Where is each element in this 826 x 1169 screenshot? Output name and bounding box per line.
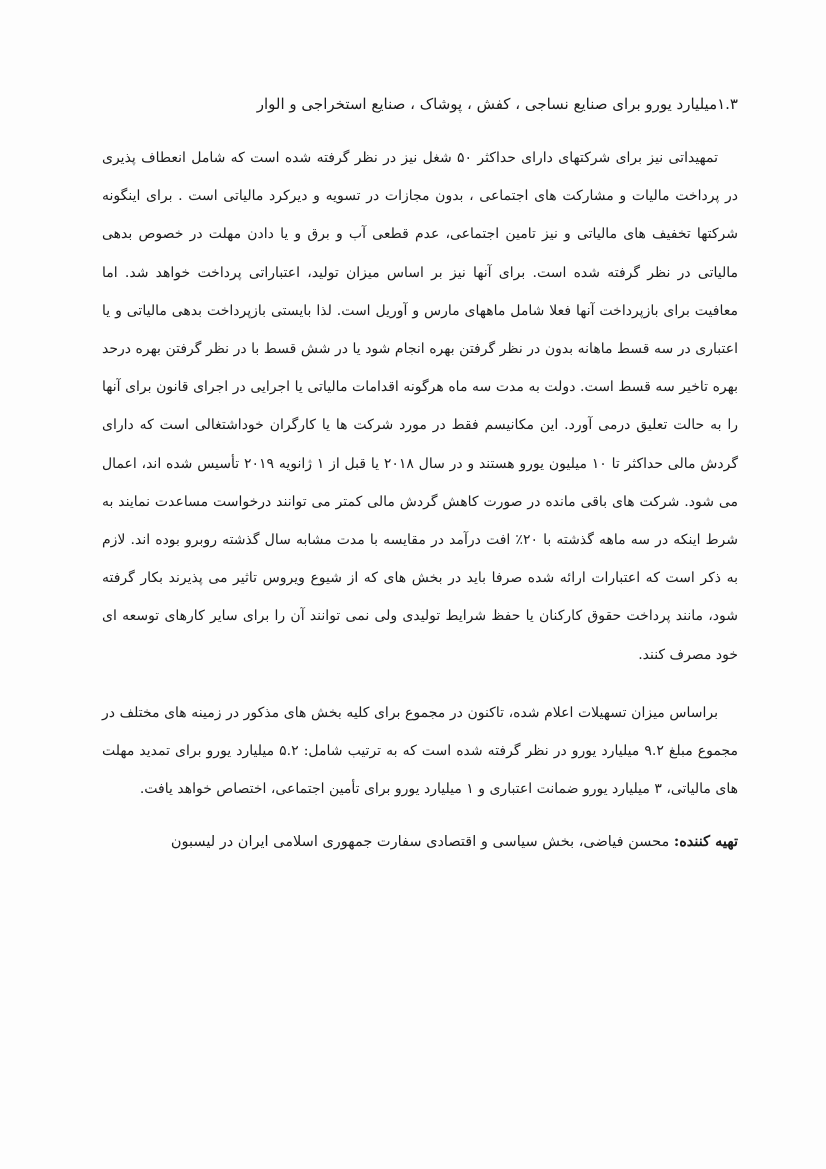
- author-credit-label: تهیه کننده:: [673, 833, 738, 851]
- section-heading: ۱.۳میلیارد یورو برای صنایع نساجی ، کفش ، پوشاک ، صنایع استخراجی و الوار: [256, 95, 738, 113]
- document-body: [102, 92, 738, 854]
- author-credit-text: محسن فیاضی، بخش سیاسی و اقتصادی سفارت جمهوری اسلامی ایران در لیسبون: [170, 834, 674, 851]
- paragraph-tax-measures: تمهیداتی نیز برای شرکتهای دارای حداکثر ۵۰ شغل نیز در نظر گرفته شده است که شامل انعطاف پذیری در پرداخت مالیات و مشارکت های اجتماعی ، بدون مجازات در تسویه و دیرکرد مالیاتی است . برای اینگونه شرکتها تخفیف های مالیاتی و نیز تامین اجتماعی، عدم قطعی آب و برق و یا دادن مهلت در خصوص بدهی مالیاتی در نظر گرفته شده است. برای آنها نیز بر اساس میزان تولید، اعتباراتی پرداخت خواهد شد. اما معافیت برای بازپرداخت آنها فعلا شامل ماههای مارس و آوریل است. لذا بایستی بازپرداخت بدهی مالیاتی و یا اعتباری در سه قسط ماهانه بدون در نظر گرفتن بهره انجام شود یا در شش قسط با در نظر گرفتن بهره درحد بهره تاخیر سه قسط است. دولت به مدت سه ماه هرگونه اقدامات مالیاتی یا اجرایی در اجرای قانون برای آنها را به حالت تعلیق درمی آورد. این مکانیسم فقط در مورد شرکت ها یا کارگران خوداشتغالی است که دارای گردش مالی حداکثر تا ۱۰ میلیون یورو هستند و در سال ۲۰۱۸ یا قبل از ۱ ژانویه ۲۰۱۹ تأسیس شده اند، اعمال می شود. شرکت های باقی مانده در صورت کاهش گردش مالی کمتر می توانند درخواست مساعدت نمایند به شرط اینکه در سه ماهه گذشته با ۲۰٪ افت درآمد در مقایسه با مدت مشابه سال گذشته روبرو بوده اند. لازم به ذکر است که اعتبارات ارائه شده صرفا باید در بخش های که از شیوع ویروس تاثیر می پذیرند بکار گرفته شود، مانند پرداخت حقوق کارکنان یا حفظ شرایط تولیدی ولی نمی توانند آن را برای سایر کارهای توسعه ای خود مصرف کنند.: [102, 150, 739, 663]
- author-credit: [102, 830, 738, 854]
- paragraph-funding-summary: براساس میزان تسهیلات اعلام شده، تاکنون در مجموع برای کلیه بخش های مذکور در زمینه های مختلف در مجموع مبلغ ۹.۲ میلیارد یورو در نظر گرفته شده است که به ترتیب شامل: ۵.۲ میلیارد یورو برای تمدید مهلت های مالیاتی، ۳ میلیارد یورو ضمانت اعتباری و ۱ میلیارد یورو برای تأمین اجتماعی، اختصاص خواهد یافت.: [102, 704, 738, 798]
